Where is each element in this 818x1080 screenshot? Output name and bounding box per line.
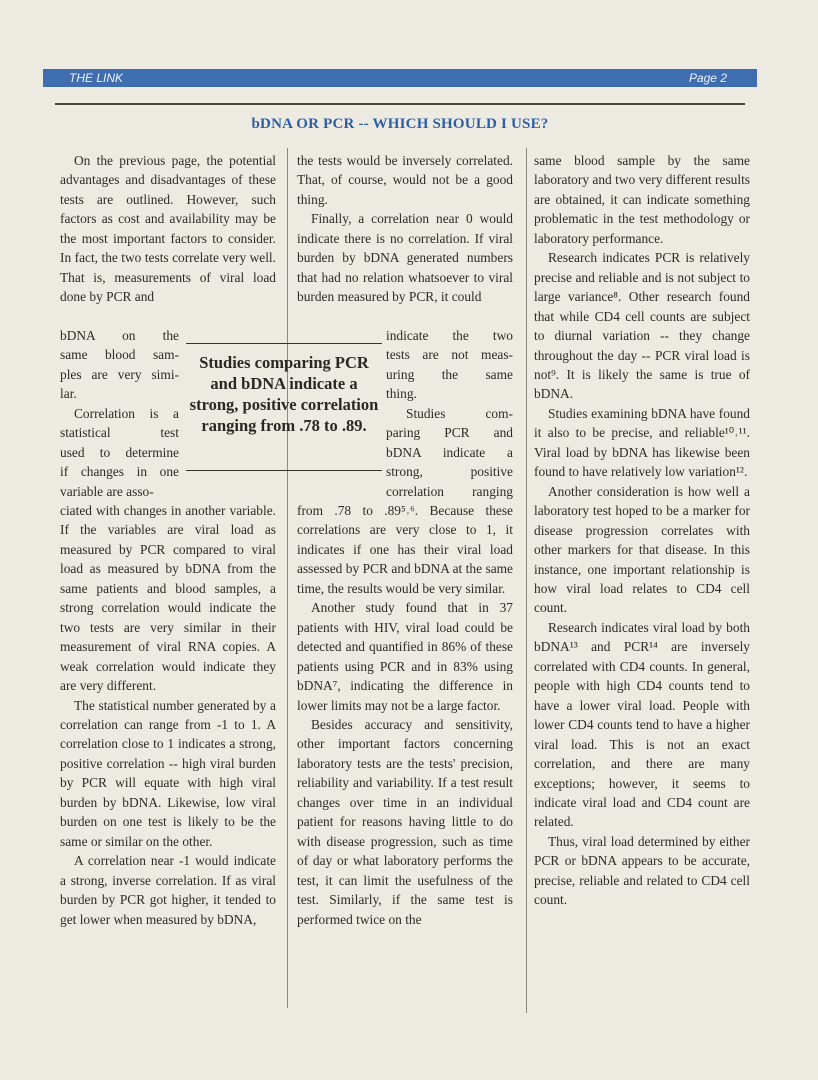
paragraph: the tests would be inversely correlated. That, of course, would not be a good thing. — [297, 153, 513, 207]
text-line: used to determine — [60, 444, 179, 460]
text-line: paring PCR and — [386, 425, 513, 441]
text-line: ples are very simi- — [60, 366, 179, 382]
text-line: strong, positive — [386, 464, 513, 480]
column-divider — [287, 148, 288, 1008]
text-line: variable are asso- — [60, 483, 154, 499]
paragraph: Another consideration is how well a laboratory test hoped to be a marker for disease progression correlates with other markers for that disease. In this instance, one important relationship is how viral load relates to CD4 cell count. — [534, 483, 750, 616]
paragraph: Finally, a correlation near 0 would indicate there is no correlation. If viral burden by bDNA generated numbers that had no relation whatsoever to viral burden measured by PCR, it could — [297, 211, 513, 305]
paragraph: A correlation near -1 would indicate a strong, inverse correlation. If as viral burden by PCR got higher, it tended to get lower when measured by bDNA, — [60, 853, 276, 927]
column-1-wrap — [60, 326, 179, 501]
title-rule — [55, 103, 745, 105]
article-title: bDNA OR PCR -- WHICH SHOULD I USE? — [251, 116, 549, 132]
column-2-top — [297, 151, 513, 307]
paragraph: Besides accuracy and sensitivity, other important factors concerning laboratory tests are the tests' precision, reliability and variability. If a test result changes over time in an individual patient for reasons having little to do with disease progression, such as time of day or what laboratory performs the test, it can limit the usefulness of the test. Similarly, if the same test is performed twice on the — [297, 716, 513, 927]
paragraph: Research indicates viral load by both bDNA¹³ and PCR¹⁴ are inversely correlated with CD4 counts. In general, people with high CD4 counts tend to have a lower viral load. People with lower CD4 counts tend to have a higher viral load. This is not an exact correlation, and there are many exceptions; however, it seems to indicate viral load and CD4 count are related. — [534, 619, 750, 830]
text-line: same blood sam- — [60, 347, 179, 363]
paragraph: On the previous page, the potential advantages and disadvantages of these tests are outlined. However, such factors as cost and availability may be the most important factors to consider. In fact, the two tests correlate very well. That is, measurements of viral load done by PCR and — [60, 153, 276, 305]
paragraph: same blood sample by the same laboratory and two very different results are obtained, it can indicate something problematic in the test methodology or laboratory performance. — [534, 153, 750, 246]
text-line: bDNA on the — [60, 328, 179, 343]
newsletter-name: THE LINK — [69, 71, 124, 85]
text-line: lar. — [60, 386, 77, 402]
column-2-wrap — [386, 326, 513, 501]
pull-quote — [186, 343, 382, 471]
text-line: bDNA indicate a — [386, 444, 513, 460]
text-line: Correlation is a — [74, 405, 179, 421]
text-line: statistical test — [60, 425, 179, 441]
text-line: if changes in one — [60, 464, 179, 480]
header-bar — [43, 69, 757, 87]
paragraph: Studies examining bDNA have found it also to be precise, and reliable¹⁰˒¹¹. Viral load by bDNA has likewise been found to have relatively low variation¹². — [534, 405, 750, 480]
text-line: indicate the two — [386, 328, 513, 343]
column-1-top — [60, 151, 276, 307]
paragraph: Another study found that in 37 patients with HIV, viral load could be detected and quantified in 86% of these patients using PCR and in 83% using bDNA⁷, indicating the difference in lower limits may not be a large factor. — [297, 600, 513, 713]
paragraph: from .78 to .89⁵˒⁶. Because these correlations are very close to 1, it indicates if one has their viral load assessed by PCR and bDNA at the same time, the results would be very similar. — [297, 503, 513, 596]
column-1-bottom — [60, 501, 276, 929]
text-line: thing. — [386, 386, 417, 402]
paragraph: Thus, viral load determined by either PCR or bDNA appears to be accurate, precise, reliable and related to CD4 cell count. — [534, 833, 750, 908]
paragraph: Research indicates PCR is relatively precise and reliable and is not subject to large variance⁸. Other research found that while CD4 cell counts are subject to diurnal variation -- they change throughout the day -- PCR viral load is not⁹. It is likely the same is true of bDNA. — [534, 250, 750, 402]
text-line: correlation ranging — [386, 483, 513, 499]
text-line: tests are not meas- — [386, 347, 513, 363]
text-line: uring the same — [386, 366, 513, 382]
text-line: Studies com- — [406, 405, 513, 421]
column-3 — [534, 151, 750, 910]
column-divider — [526, 148, 527, 1013]
paragraph: ciated with changes in another variable. If the variables are viral load as measured by PCR compared to viral load as measured by bDNA from the same patients and blood samples, a strong correlation would indicate the two tests are very similar in their measurement of viral RNA copies. A weak correlation would indicate they are very different. — [60, 503, 276, 694]
pull-quote-text: Studies comparing PCR and bDNA indicate a strong, positive correlation ranging from .78 to .89. — [189, 353, 379, 435]
column-2-bottom — [297, 501, 513, 929]
page-number: Page 2 — [688, 71, 727, 85]
paragraph: The statistical number generated by a correlation can range from -1 to 1. A correlation close to 1 indicates a strong, positive correlation -- high viral burden by PCR will equate with high viral burden by bDNA. Likewise, low viral burden on one test is likely to be the same or similar on the other. — [60, 697, 276, 849]
